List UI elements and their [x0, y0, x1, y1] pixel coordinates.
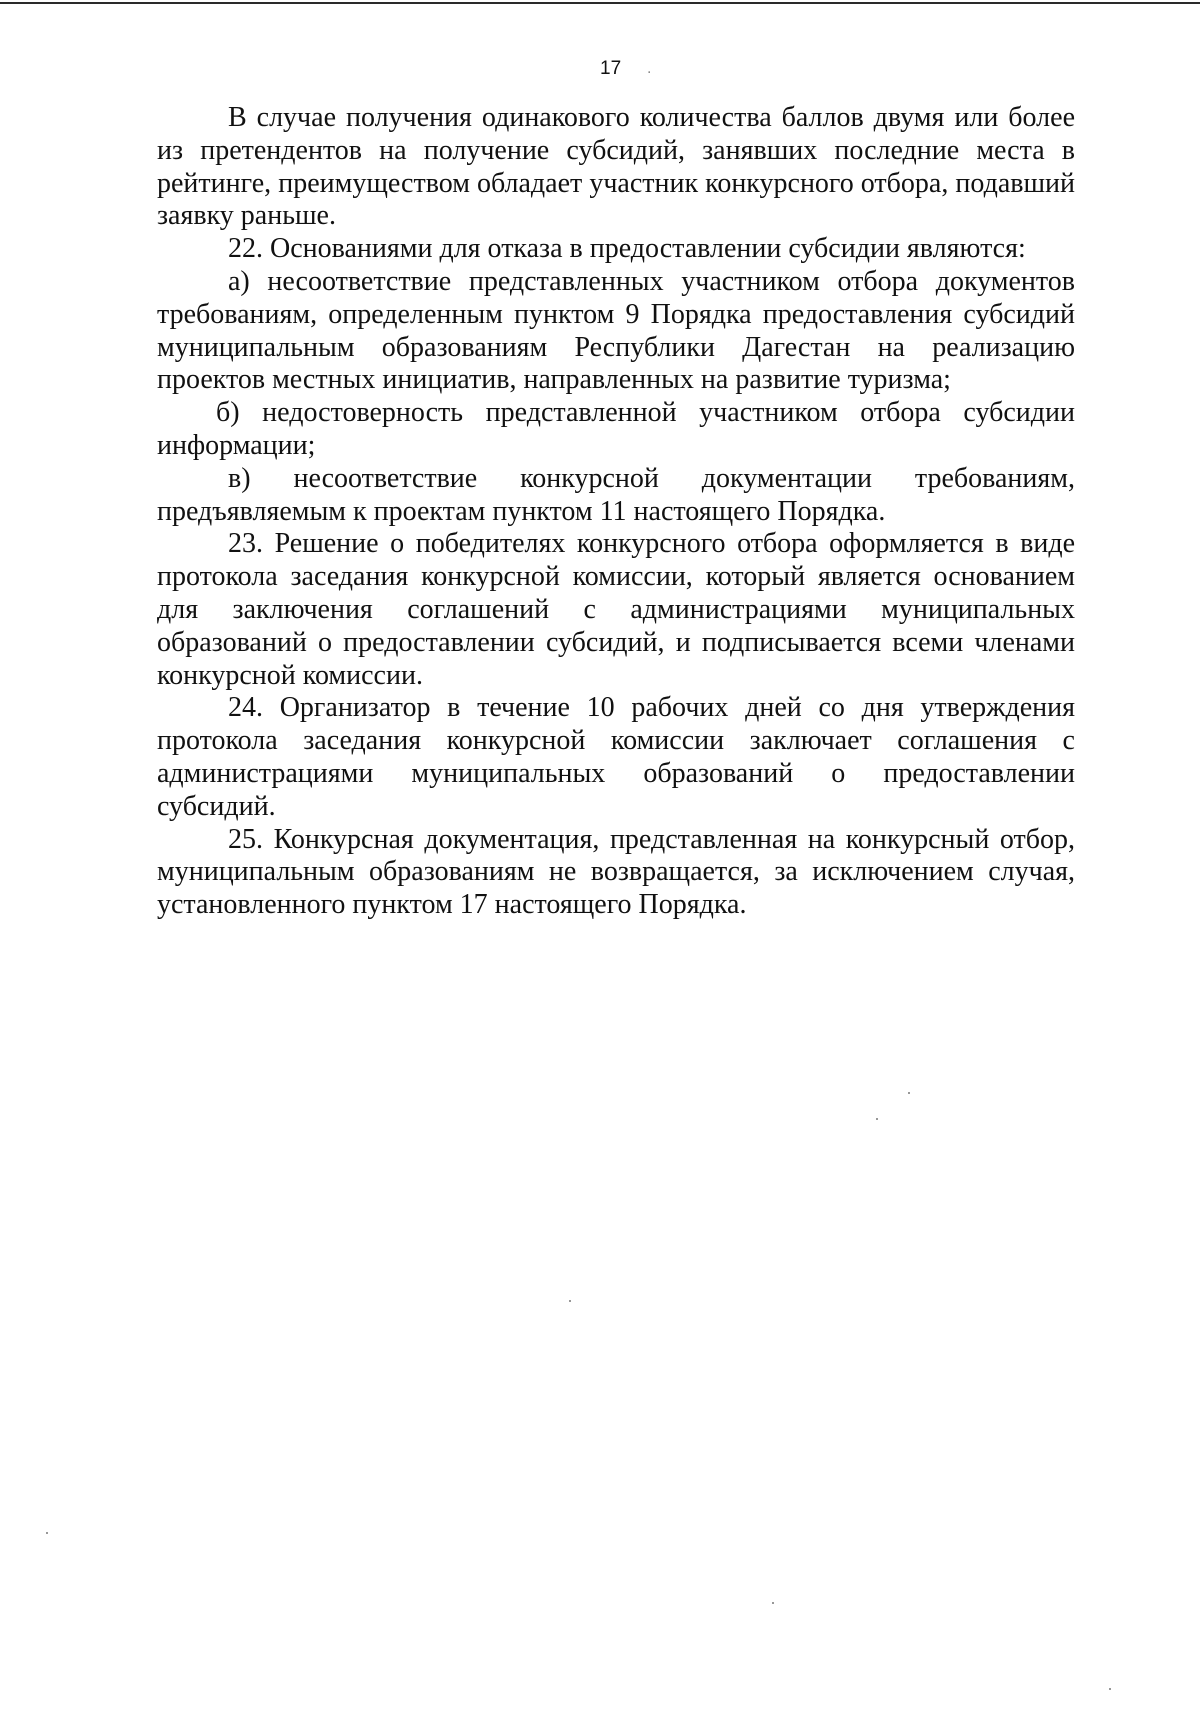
scan-speck [772, 1602, 774, 1604]
paragraph-25: 25. Конкурсная документация, представленная на конкурсный отбор, муниципальным образованиям не возвращается, за исключением случая, установленного пунктом 17 настоящего Порядка. [157, 823, 1075, 921]
paragraph-tie-rule: В случае получения одинакового количества баллов двумя или более из претендентов на получение субсидий, занявших последние места в рейтинге, преимуществом обладает участник конкурсного отбора, подавший заявку раньше. [157, 102, 1075, 232]
paragraph-23: 23. Решение о победителях конкурсного отбора оформляется в виде протокола заседания конкурсной комиссии, который является основанием для заключения соглашений с администрациями муниципальных образований о предоставлении субсидий, и подписывается всеми членами конкурсной комиссии. [157, 528, 1075, 691]
paragraph-22-b: б) недостоверность представленной участником отбора субсидии информации; [157, 397, 1075, 461]
scan-speck [46, 1532, 48, 1534]
scan-speck [569, 1300, 571, 1302]
paragraph-24: 24. Организатор в течение 10 рабочих дней со дня утверждения протокола заседания конкурсной комиссии заключает соглашения с администрациями муниципальных образований о предоставлении субсидий. [157, 692, 1075, 822]
scan-speck [1109, 1688, 1111, 1690]
top-edge-line [0, 2, 1200, 4]
paragraph-22-v: в) несоответствие конкурсной документации требованиям, предъявляемым к проектам пунктом 11 настоящего Порядка. [157, 462, 1075, 527]
scan-speck [876, 1118, 878, 1120]
page-number: 17 [600, 58, 622, 79]
page-number-mark: . [647, 60, 652, 77]
paragraph-22-a: а) несоответствие представленных участником отбора документов требованиям, определенным пунктом 9 Порядка предоставления субсидий муниципальным образованиям Республики Дагестан на реализацию проектов местных инициатив, направленных на развитие туризма; [157, 265, 1075, 396]
paragraph-22: 22. Основаниями для отказа в предоставлении субсидии являются: [228, 233, 1026, 265]
document-body [157, 102, 1075, 922]
scan-speck [908, 1092, 910, 1094]
